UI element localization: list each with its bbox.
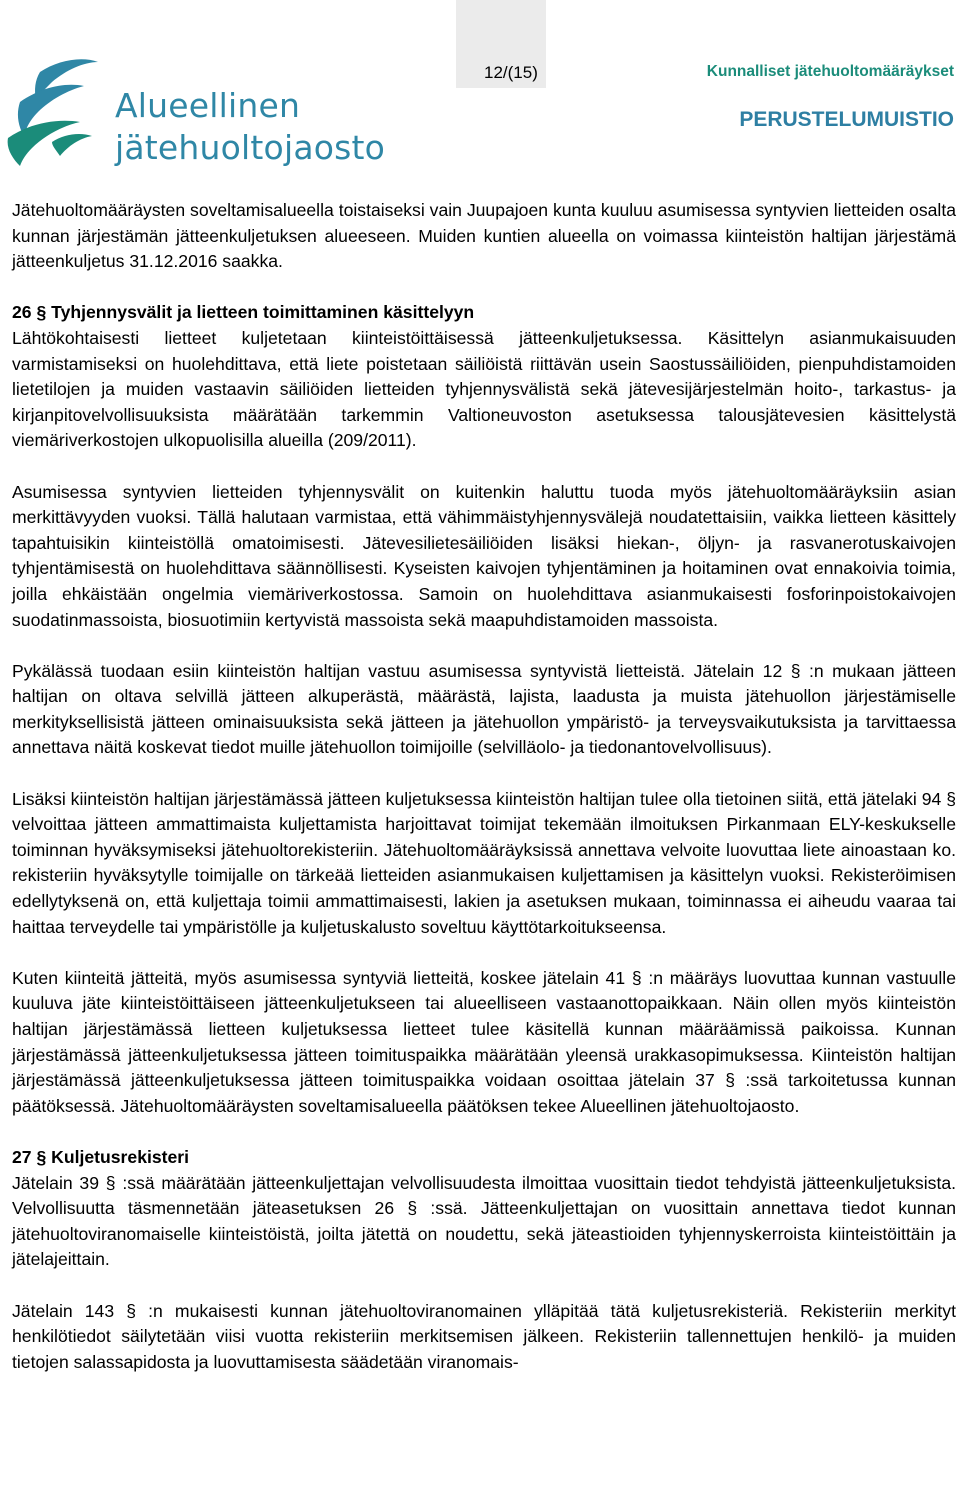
section-26-number: 26: [12, 302, 32, 323]
section-27-paragraph-2: Jätelain 143 § :n mukaisesti kunnan jätehuoltoviranomainen ylläpitää tätä kuljetusrekisteriä. Rekisteriin merkityt henkilötiedot säilytetään viisi vuotta rekisteriin merkitsemisen jälkeen. Rekisteriin tallennettujen henkilö- ja muiden tietojen salassapidosta ja luovuttamisesta säädetään viranomais-: [12, 1300, 956, 1372]
section-26-heading: [12, 300, 956, 326]
intro-paragraph: Jätehuoltomääräysten soveltamisalueella toistaiseksi vain Juupajoen kunta kuuluu asumisessa syntyvien lietteiden osalta kunnan järjestämän jätteenkuljetuksen alueeseen. Muiden kuntien alueella on voimassa kiinteistön haltijan järjestämä jätteenkuljetus 31.12.2016 saakka.: [12, 200, 956, 272]
section-27-paragraph-1: Jätelain 39 § :ssä määrätään jätteenkuljettajan velvollisuudesta ilmoittaa vuosittain tiedot tehdyistä jätteenkuljetuksista. Velvollisuutta täsmennetään jäteasetuksen 26 § :ssä. Jätteenkuljettajan on vuosittain annettava tiedot kunnan jätehuoltoviranomaiselle kiinteistöistä, joilta jätettä on noudettu, sekä jäteastioiden tyhjennyskerroista kiinteistöittäin ja jätelajeittain.: [12, 1172, 956, 1270]
section-26-paragraph-2: Asumisessa syntyvien lietteiden tyhjennysvälit on kuitenkin haluttu tuoda myös jätehuoltomääräyksiin asian merkittävyyden vuoksi. Tällä halutaan varmistaa, että vähimmäistyhjennysvälejä noudatettaisiin, vaikka lietteen käsittely tapahtuisikin kiinteistöllä omatoimisesti. Jätevesilietesäiliöiden lisäksi hiekan-, öljyn- ja rasvanerotuskaivojen tyhjentämisestä on huolehdittava säännöllisesti. Kyseisten kaivojen tyhjentäminen ja hoitaminen ovat ennakoivia toimia, joilla ehkäistään ongelmia viemäriverkostossa. Samoin on huolehdittava asianmukaisesti fosforinpoistokaivojen suodatinmassoista, biosuotimiin kertyvistä massoista sekä maapuhdistamoiden massoista.: [12, 481, 956, 630]
logo-text-line1: Alueellinen: [115, 86, 301, 125]
section-27-sign: §: [36, 1146, 47, 1167]
section-27-number: 27: [12, 1146, 32, 1167]
document-type: PERUSTELUMUISTIO: [739, 108, 954, 131]
section-26-title: Tyhjennysvälit ja lietteen toimittaminen käsittelyyn: [51, 302, 475, 323]
document-body: [12, 198, 956, 1375]
section-26-paragraph-1: Lähtökohtaisesti lietteet kuljetetaan kiinteistöittäisessä jätteenkuljetuksessa. Käsittelyn asianmukaisuuden varmistamiseksi on huolehdittava, että liete poistetaan säiliöistä riittävän usein Saostussäiliöiden, pienpuhdistamoiden lietetilojen ja muiden vastaavin säiliöiden lietteiden tyhjennysvälistä sekä jätevesijärjestelmän hoito-, tarkastus- ja kirjanpitovelvollisuuksista määrätään tarkemmin Valtioneuvoston asetuksessa talousjätevesien käsittelystä viemäriverkostojen ulkopuolisilla alueilla (209/2011).: [12, 327, 956, 451]
document-title: Kunnalliset jätehuoltomääräykset: [706, 63, 954, 80]
section-26-sign: §: [36, 302, 47, 323]
page-number: 12/(15): [484, 63, 538, 82]
section-27-title: Kuljetusrekisteri: [51, 1146, 190, 1167]
section-26-paragraph-4: Lisäksi kiinteistön haltijan järjestämässä jätteen kuljetuksessa kiinteistön haltijan tulee olla tietoinen siitä, että jätelaki 94 § velvoittaa jätteen ammattimaista kuljettamista harjoittavat toimijat tekemään ilmoituksen Pirkanmaan ELY-keskukselle toiminnan hyväksymiseksi jätehuoltorekisteriin. Jätehuoltomääräyksissä annettava velvoite luovuttaa liete ainoastaan ko. rekisteriin hyväksytylle toimijalle on tärkeää lietteiden asianmukaisen kuljettamisen ja käsittelyn vuoksi. Rekisteröimisen edellytyksenä on, että kuljettaja toimii ammattimaisesti, lakien ja asetuksen mukaan, toiminnassa ei aiheudu vaaraa tai haittaa terveydelle tai ympäristölle ja kuljetuskalusto soveltuu käyttötarkoitukseensa.: [12, 788, 956, 937]
section-26-paragraph-3: Pykälässä tuodaan esiin kiinteistön haltijan vastuu asumisessa syntyvistä lietteistä. Jätelain 12 § :n mukaan jätteen haltijan on oltava selvillä jätteen alkuperästä, määrästä, lajista, laadusta ja muista jätehuollon järjestämiselle merkityksellisistä jätteen ominaisuuksista sekä jätteen ja jätehuollon ympäristö- ja terveysvaikutuksista ja tarvittaessa annettava näitä koskevat tiedot muille jätehuollon toimijoille (selvilläolo- ja tiedonantovelvollisuus).: [12, 660, 956, 758]
logo-text-line2: jätehuoltojaosto: [115, 128, 386, 167]
section-27-heading: [12, 1145, 956, 1171]
section-26-paragraph-5: Kuten kiinteitä jätteitä, myös asumisessa syntyviä lietteitä, koskee jätelain 41 § :n määräys luovuttaa kunnan vastuulle kuuluva jäte kiinteistöittäiseen jätteenkuljetukseen tai alueelliseen vastaanottopaikkaan. Näin ollen myös kiinteistön haltijan järjestämässä lietteen kuljetuksessa lietteet tulee käsitellä kunnan määräämissä paikoissa. Kunnan järjestämässä jätteenkuljetuksessa jätteen toimituspaikka määrätään yleensä urakkasopimuksessa. Kiinteistön haltijan järjestämässä jätteenkuljetuksessa jätteen toimituspaikka voidaan osoittaa jätelain 37 § :ssä tarkoitetussa kunnan päätöksessä. Jätehuoltomääräysten soveltamisalueella päätöksen tekee Alueellinen jätehuoltojaosto.: [12, 967, 956, 1116]
